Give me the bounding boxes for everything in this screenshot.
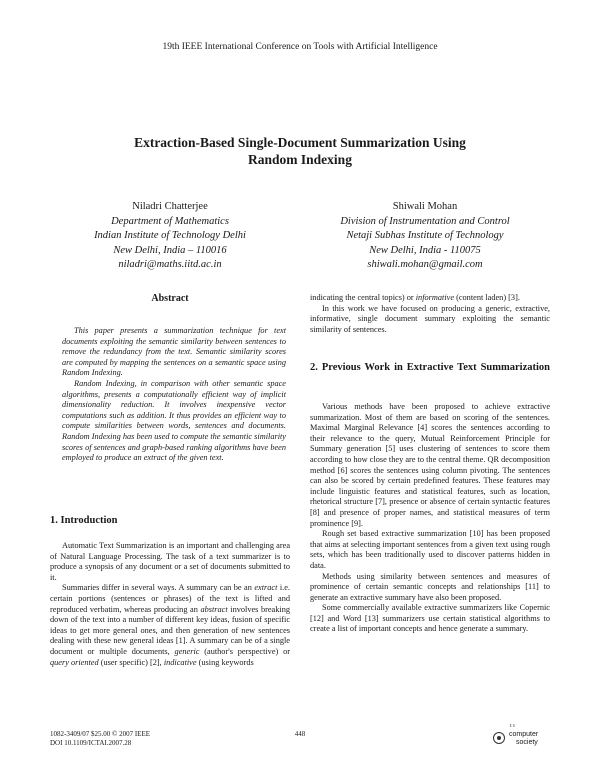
conference-header: 19th IEEE International Conference on Tools with Artificial Intelligence [162,42,438,52]
title-line-1: Extraction-Based Single-Document Summarization Using [134,135,466,150]
author-location: New Delhi, India – 110016 [113,244,227,256]
body-paragraph: Various methods have been proposed to achieve extractive summarization. Most of them are based on scoring of the sentences. Maximal Marginal Relevance [4] scores the sentences according to their relevance to the query, Mutual Reinforcement Principle for Summary generation [5] uses clustering of sentences to score them according to how close they are to the central theme. QR decomposition method [6] scores the sentences using column pivoting. The sentences can also be scored by certain predefined features. These features may include linguistic features and statistical features, such as location, rhetorical structure [7], presence or absence of certain syntactic features [8] and presence of proper names, and statistical measures of term prominence [9]. [310,402,550,528]
author-name: Niladri Chatterjee [132,201,208,212]
right-column-intro-continuation [310,293,550,335]
section-heading-previous-work: 2. Previous Work in Extractive Text Summarization [310,362,550,373]
author-institute: Indian Institute of Technology Delhi [94,230,246,241]
logo-text-society: society [516,739,538,746]
abstract-paragraph: This paper presents a summarization technique for text documents exploiting the semantic similarity between sentences to remove the redundancy from the text. Semantic similarity scores are computed by mapping the sentences on a semantic space using Random Indexing. [62,326,286,378]
author-block-2 [300,200,550,273]
body-paragraph: Summaries differ in several ways. A summary can be an extract i.e. certain portions (sentences or phrases) of the text is lifted and reproduced verbatim, whereas producing an abstract involves breaking down of the text into a number of different key ideas, fusion of specific ideas to get more general ones, and then generation of new sentences dealing with these new general ideas [1]. A summary can be of a single document or multiple documents, generic (author's perspective) or query oriented (user specific) [2], indicative (using keywords [50,583,290,667]
logo-text-computer: computer [509,731,539,738]
abstract-paragraph: Random Indexing, in comparison with other semantic space algorithms, presents a computationally efficient way of implicit dimensionality reduction. It involves inexpensive vector computations such as addition. It thus provides an efficient way to compute similarities between words, sentences and documents. Random Indexing has been used to compute the semantic similarity scores of sentences and graph-based ranking algorithms have been employed to produce an extract of the given text. [62,378,286,463]
author-department: Department of Mathematics [111,215,229,227]
body-paragraph: Methods using similarity between sentences and measures of prominence of certain semantic concepts and relationships [11] to generate an extractive summary have also been proposed. [310,571,550,602]
abstract-heading: Abstract [151,293,189,304]
author-department: Division of Instrumentation and Control [340,215,510,227]
footer-copyright [50,730,250,748]
author-email[interactable]: niladri@maths.iitd.ac.in [118,259,222,270]
footer-doi: DOI 10.1109/ICTAI.2007.28 [50,739,132,747]
abstract-body [62,326,286,464]
ieee-computer-society-logo: ı ı computer society [490,723,550,753]
body-paragraph: In this work we have focused on producing a generic, extractive, informative, single document summary exploiting the semantic similarity of sentences. [310,303,550,334]
body-paragraph: Some commercially available extractive summarizers like Copernic [12] and Word [13] summarizers use certain statistical algorithms to create a list of important concepts and hence generate a summary. [310,603,550,634]
section-heading-introduction: 1. Introduction [50,515,118,526]
author-location: New Delhi, India - 110075 [369,244,481,256]
footer-issn: 1082-3409/07 $25.00 © 2007 IEEE [50,730,151,738]
author-institute: Netaji Subhas Institute of Technology [346,230,504,241]
author-block-1 [50,200,290,273]
body-paragraph: Rough set based extractive summarization [10] has been proposed that aims at selecting important sentences from a given text using rough sets, which has been traditionally used to discover patterns hidden in data. [310,529,550,570]
previous-work-body [310,402,550,635]
title-line-2: Random Indexing [248,152,352,167]
body-paragraph: Automatic Text Summarization is an important and challenging area of Natural Language Processing. The task of a text summarizer is to produce a synopsis of any document or a set of documents submitted to it. [50,541,290,582]
body-paragraph: indicating the central topics) or informative (content laden) [3]. [310,293,520,302]
page-number: 448 [294,730,306,738]
logo-mark-icon [492,731,506,745]
introduction-body [50,541,290,668]
author-name: Shiwali Mohan [392,201,458,212]
paper-title [60,134,540,168]
author-email[interactable]: shiwali.mohan@gmail.com [367,259,483,270]
